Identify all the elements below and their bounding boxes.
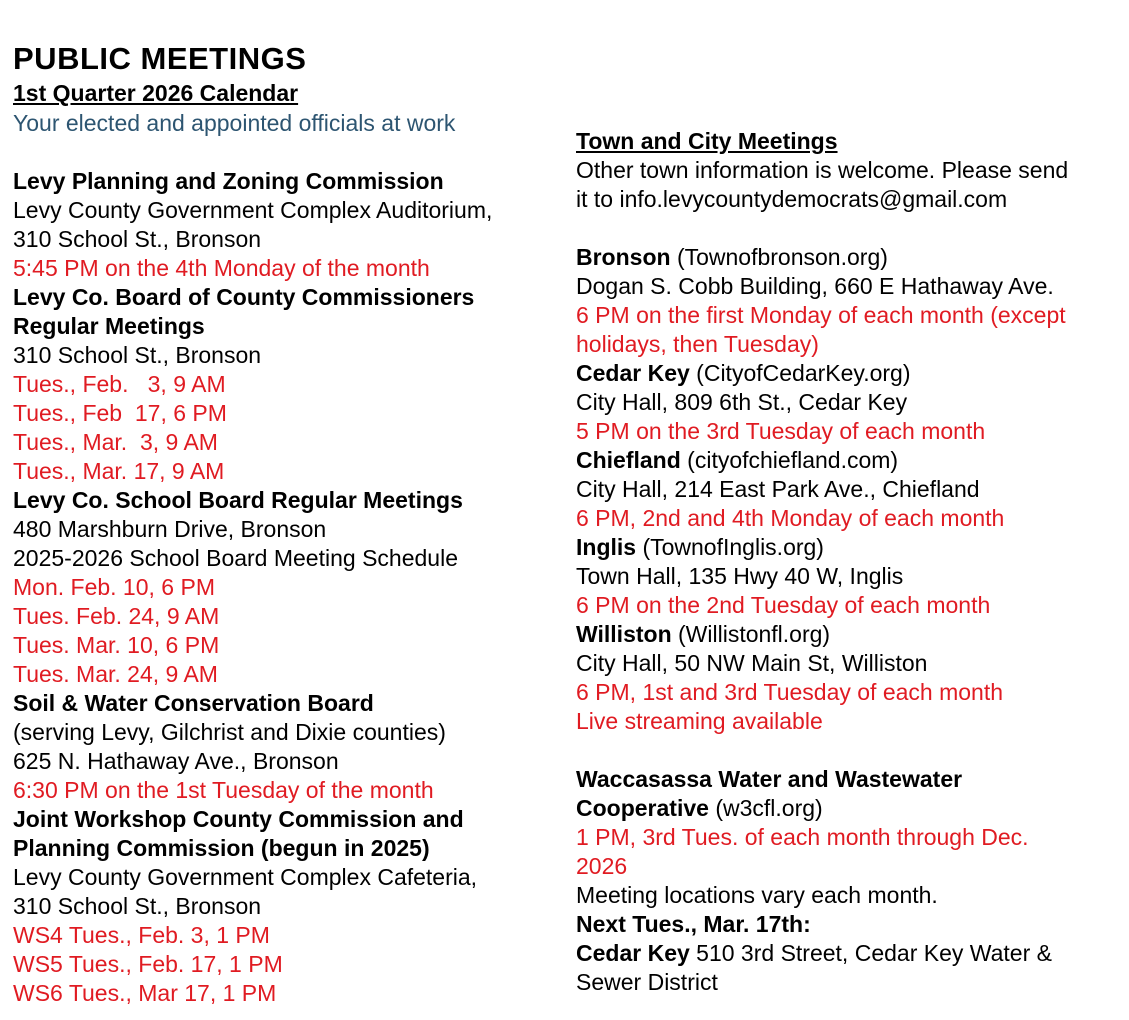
text-segment: Cooperative: [576, 795, 709, 821]
text-segment: 5:45 PM on the 4th Monday of the month: [13, 255, 430, 281]
meeting-info-line: [576, 185, 1129, 214]
meeting-schedule-line: [576, 707, 1129, 736]
meeting-heading-line: [13, 486, 561, 515]
text-segment: 2026: [576, 853, 628, 879]
meeting-info-line: [13, 863, 561, 892]
text-segment: City Hall, 50 NW Main St, Williston: [576, 650, 928, 676]
text-segment: Levy Planning and Zoning Commission: [13, 168, 444, 194]
calendar-subtitle: 1st Quarter 2026 Calendar: [13, 80, 299, 106]
text-segment: Waccasassa Water and Wastewater: [576, 766, 963, 792]
meeting-heading-line: [576, 243, 1129, 272]
text-segment: Williston: [576, 621, 672, 647]
text-segment: Next Tues., Mar. 17th:: [576, 911, 811, 937]
text-segment: Live streaming available: [576, 708, 823, 734]
meeting-schedule-line: [13, 254, 561, 283]
meeting-heading-line: [576, 794, 1129, 823]
meeting-schedule-line: [13, 950, 561, 979]
meeting-heading-line: [576, 939, 1129, 968]
meeting-schedule-line: [13, 573, 561, 602]
text-segment: Tues., Mar. 17, 9 AM: [13, 458, 225, 484]
text-segment: Town and City Meetings: [576, 128, 838, 154]
text-segment: Joint Workshop County Commission and: [13, 806, 464, 832]
meeting-schedule-line: [13, 979, 561, 1008]
meeting-schedule-line: [13, 428, 561, 457]
meeting-schedule-line: [13, 370, 561, 399]
meeting-schedule-line: [13, 660, 561, 689]
text-segment: (Townofbronson.org): [670, 244, 888, 270]
text-segment: 6:30 PM on the 1st Tuesday of the month: [13, 777, 434, 803]
text-segment: Levy County Government Complex Auditorium,: [13, 197, 493, 223]
meeting-schedule-line: [576, 330, 1129, 359]
text-segment: 5 PM on the 3rd Tuesday of each month: [576, 418, 986, 444]
text-segment: 6 PM on the first Monday of each month (except: [576, 302, 1066, 328]
meeting-info-line: [576, 649, 1129, 678]
text-segment: Mon. Feb. 10, 6 PM: [13, 574, 215, 600]
meeting-info-line: [13, 341, 561, 370]
spacer-line: [576, 736, 1129, 765]
text-segment: Tues., Mar. 3, 9 AM: [13, 429, 218, 455]
meeting-schedule-line: [576, 301, 1129, 330]
meeting-heading-line: [576, 533, 1129, 562]
meeting-heading-line: [13, 834, 561, 863]
meeting-schedule-line: [576, 823, 1129, 852]
text-segment: 480 Marshburn Drive, Bronson: [13, 516, 327, 542]
text-segment: (w3cfl.org): [708, 795, 823, 821]
text-segment: Other town information is welcome. Please send: [576, 157, 1069, 183]
text-segment: (cityofchiefland.com): [680, 447, 899, 473]
text-segment: Levy Co. School Board Regular Meetings: [13, 487, 463, 513]
meeting-info-line: [576, 881, 1129, 910]
text-segment: WS5 Tues., Feb. 17, 1 PM: [13, 951, 283, 977]
text-segment: City Hall, 214 East Park Ave., Chiefland: [576, 476, 980, 502]
text-segment: Tues., Feb. 3, 9 AM: [13, 371, 226, 397]
meeting-schedule-line: [13, 631, 561, 660]
meeting-info-line: [13, 515, 561, 544]
text-segment: Meeting locations vary each month.: [576, 882, 938, 908]
meeting-heading-line: [576, 910, 1129, 939]
meeting-heading-line: [13, 167, 561, 196]
meeting-info-line: [576, 968, 1129, 997]
text-segment: WS6 Tues., Mar 17, 1 PM: [13, 980, 277, 1006]
meeting-heading-line: [13, 283, 561, 312]
text-segment: Bronson: [576, 244, 671, 270]
meeting-info-line: [13, 718, 561, 747]
meeting-heading-line: [576, 359, 1129, 388]
meeting-heading-line: [13, 689, 561, 718]
left-column-lines: [13, 167, 561, 1008]
text-segment: Levy County Government Complex Cafeteria,: [13, 864, 478, 890]
text-segment: (TownofInglis.org): [636, 534, 824, 560]
text-segment: Tues. Feb. 24, 9 AM: [13, 603, 220, 629]
meeting-info-line: [13, 225, 561, 254]
text-segment: Tues. Mar. 24, 9 AM: [13, 661, 218, 687]
text-segment: (CityofCedarKey.org): [689, 360, 911, 386]
text-segment: 310 School St., Bronson: [13, 226, 262, 252]
meeting-heading-line: [13, 805, 561, 834]
meeting-info-line: [576, 475, 1129, 504]
text-segment: 6 PM on the 2nd Tuesday of each month: [576, 592, 991, 618]
meeting-info-line: [576, 272, 1129, 301]
tagline: Your elected and appointed officials at work: [13, 110, 456, 136]
text-segment: it to info.levycountydemocrats@gmail.com: [576, 186, 1008, 212]
text-segment: 1 PM, 3rd Tues. of each month through Dec.: [576, 824, 1029, 850]
meeting-info-line: [13, 892, 561, 921]
meeting-heading-line: [13, 312, 561, 341]
meeting-info-line: [576, 156, 1129, 185]
text-segment: Regular Meetings: [13, 313, 205, 339]
section-heading-line: [576, 127, 1129, 156]
spacer-line: [576, 214, 1129, 243]
text-segment: Town Hall, 135 Hwy 40 W, Inglis: [576, 563, 904, 589]
text-segment: Chiefland: [576, 447, 681, 473]
meeting-schedule-line: [576, 591, 1129, 620]
page-header: [13, 40, 561, 138]
page-title: PUBLIC MEETINGS: [13, 41, 307, 76]
meeting-info-line: [13, 747, 561, 776]
meeting-schedule-line: [13, 776, 561, 805]
meeting-schedule-line: [13, 457, 561, 486]
text-segment: 310 School St., Bronson: [13, 342, 262, 368]
text-segment: Dogan S. Cobb Building, 660 E Hathaway Ave.: [576, 273, 1054, 299]
meeting-heading-line: [576, 446, 1129, 475]
meeting-schedule-line: [13, 399, 561, 428]
text-segment: Levy Co. Board of County Commissioners: [13, 284, 475, 310]
text-segment: 2025-2026 School Board Meeting Schedule: [13, 545, 458, 571]
meeting-schedule-line: [576, 504, 1129, 533]
meeting-heading-line: [576, 765, 1129, 794]
text-segment: 310 School St., Bronson: [13, 893, 262, 919]
text-segment: Cedar Key: [576, 360, 690, 386]
text-segment: City Hall, 809 6th St., Cedar Key: [576, 389, 908, 415]
text-segment: Inglis: [576, 534, 637, 560]
text-segment: 6 PM, 2nd and 4th Monday of each month: [576, 505, 1005, 531]
meeting-info-line: [576, 388, 1129, 417]
text-segment: holidays, then Tuesday): [576, 331, 819, 357]
text-segment: Sewer District: [576, 969, 718, 995]
text-segment: 625 N. Hathaway Ave., Bronson: [13, 748, 339, 774]
meeting-schedule-line: [576, 678, 1129, 707]
meeting-info-line: [13, 544, 561, 573]
text-segment: (Willistonfl.org): [671, 621, 831, 647]
meeting-schedule-line: [576, 417, 1129, 446]
meeting-schedule-line: [13, 602, 561, 631]
text-segment: Cedar Key: [576, 940, 690, 966]
right-column: [576, 127, 1129, 997]
text-segment: Tues. Mar. 10, 6 PM: [13, 632, 220, 658]
text-segment: 510 3rd Street, Cedar Key Water &: [689, 940, 1052, 966]
text-segment: WS4 Tues., Feb. 3, 1 PM: [13, 922, 270, 948]
left-column: [13, 40, 561, 1008]
meeting-heading-line: [576, 620, 1129, 649]
text-segment: (serving Levy, Gilchrist and Dixie counties): [13, 719, 446, 745]
text-segment: Tues., Feb 17, 6 PM: [13, 400, 227, 426]
text-segment: Planning Commission (begun in 2025): [13, 835, 430, 861]
meeting-info-line: [13, 196, 561, 225]
meeting-info-line: [576, 562, 1129, 591]
meeting-schedule-line: [13, 921, 561, 950]
meeting-schedule-line: [576, 852, 1129, 881]
text-segment: 6 PM, 1st and 3rd Tuesday of each month: [576, 679, 1004, 705]
text-segment: Soil & Water Conservation Board: [13, 690, 374, 716]
